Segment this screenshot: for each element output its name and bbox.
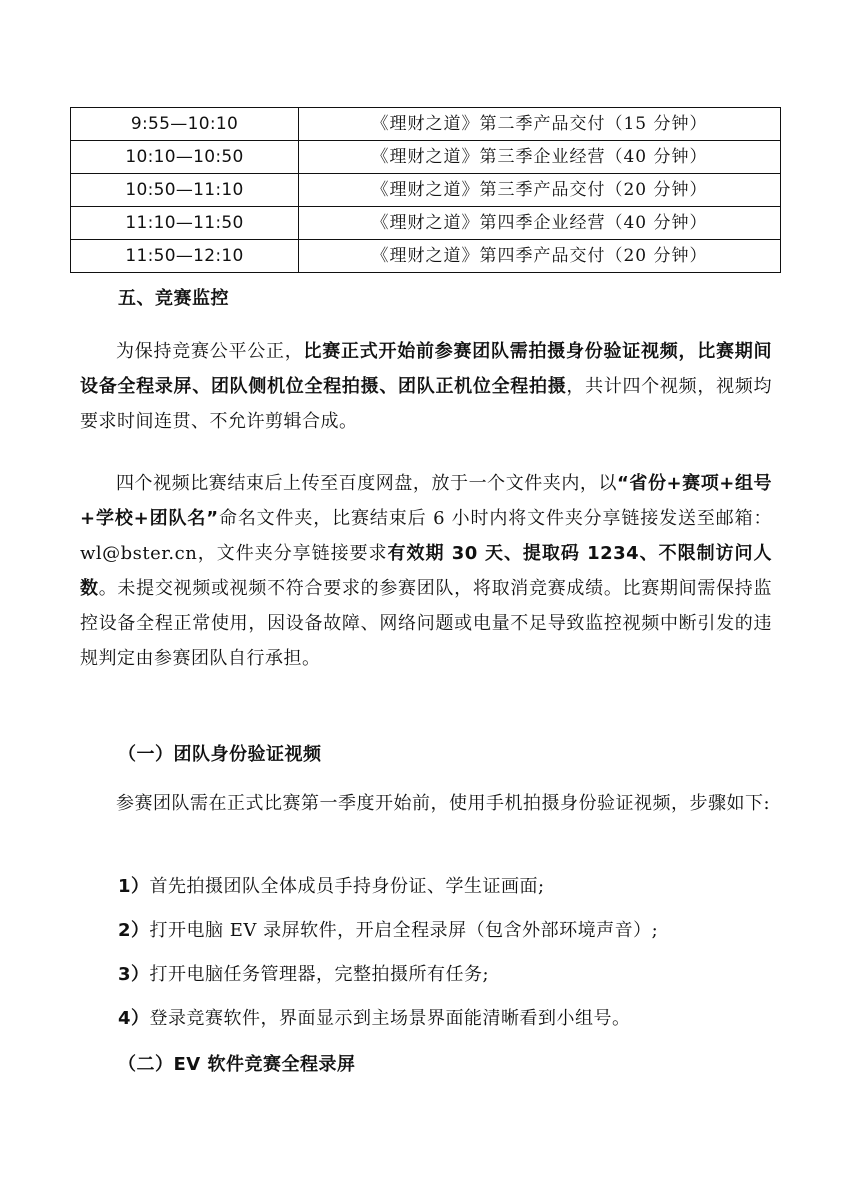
schedule-time: 9:55—10:10 [71,108,299,141]
paragraph [80,466,772,676]
schedule-time: 10:10—10:50 [71,141,299,174]
paragraph-text: 。未提交视频或视频不符合要求的参赛团队，将取消竞赛成绩。比赛期间需保持监控设备全程正常使用，因设备故障、网络问题或电量不足导致监控视频中断引发的违规判定由参赛团队自行承担。 [80,578,773,669]
schedule-time: 11:50—12:10 [71,240,299,273]
table-row [71,240,781,273]
step-number: 4） [118,1008,150,1029]
paragraph-emphasis: 有效期 30 天、提取码 1234、不限制访问人数 [80,543,772,599]
table-row [71,207,781,240]
paragraph-emphasis: “省份+赛项+组号+学校+团队名” [80,473,772,529]
list-item [118,960,810,986]
schedule-activity: 《理财之道》第三季产品交付（20 分钟） [299,174,781,207]
subsection-heading: （二）EV 软件竞赛全程录屏 [118,1054,356,1075]
step-text: 登录竞赛软件，界面显示到主场景界面能清晰看到小组号。 [149,1008,631,1029]
schedule-time: 11:10—11:50 [71,207,299,240]
step-text: 打开电脑 EV 录屏软件，开启全程录屏（包含外部环境声音）; [149,920,659,941]
list-item [118,872,810,898]
step-text: 首先拍摄团队全体成员手持身份证、学生证画面; [149,876,545,897]
paragraph-text: 四个视频比赛结束后上传至百度网盘，放于一个文件夹内，以 [116,473,618,494]
schedule-activity: 《理财之道》第四季产品交付（20 分钟） [299,240,781,273]
list-item [118,916,810,942]
table-row [71,141,781,174]
subsection-heading: （一）团队身份验证视频 [118,744,322,765]
section-heading: 五、竞赛监控 [118,288,229,309]
step-text: 打开电脑任务管理器，完整拍摄所有任务; [149,964,490,985]
table-row [71,174,781,207]
paragraph-emphasis: 比赛正式开始前参赛团队需拍摄身份验证视频，比赛期间设备全程录屏、团队侧机位全程拍摄、团队正机位全程拍摄 [80,341,772,397]
paragraph [80,334,772,439]
paragraph: 参赛团队需在正式比赛第一季度开始前，使用手机拍摄身份验证视频，步骤如下: [116,793,771,814]
paragraph-text: 为保持竞赛公平公正， [116,341,304,362]
schedule-time: 10:50—11:10 [71,174,299,207]
schedule-activity: 《理财之道》第三季企业经营（40 分钟） [299,141,781,174]
schedule-activity: 《理财之道》第四季企业经营（40 分钟） [299,207,781,240]
step-number: 2） [118,920,150,941]
schedule-activity: 《理财之道》第二季产品交付（15 分钟） [299,108,781,141]
step-number: 3） [118,964,150,985]
step-number: 1） [118,876,150,897]
schedule-table [70,107,781,273]
paragraph-text: ，共计四个视频，视频均要求时间连贯、不允许剪辑合成。 [80,376,773,432]
list-item [118,1004,810,1030]
table-row [71,108,781,141]
paragraph-text: 命名文件夹，比赛结束后 6 小时内将文件夹分享链接发送至邮箱：wl@bster.cn，文件夹分享链接要求 [80,508,772,564]
